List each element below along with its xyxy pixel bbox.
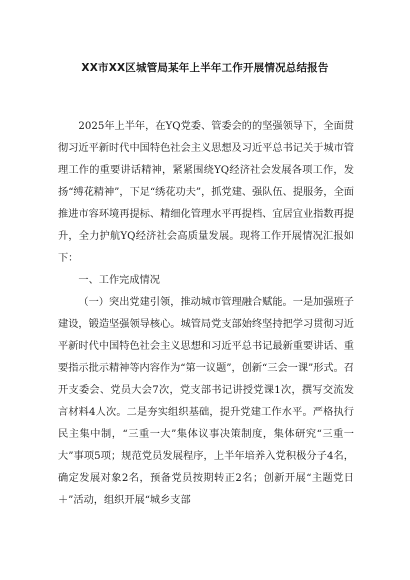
document-title: XX市XX区城管局某年上半年工作开展情况总结报告 — [81, 62, 329, 74]
section-paragraph: （一）突出党建引领，推动城市管理融合赋能。一是加强班子建设，锻造坚强领导核心。城管局党支部始终坚持把学习贯彻习近平新时代中国特色社会主义思想和习近平总书记最新重要讲话、重要指示批示精神等内容作为“第一议题”，创新“三会一课”形式。召开支委会、党员大会7次，党支部书记讲授党课1次，撰写交流发言材料4人次。二是夯实组织基础，提升党建工作水平。严格执行民主集中制，“三重一大”集体议事决策制度，集体研究“三重一大”事项5项；规范党员发展程序，上半年培养入党积极分子4名，确定发展对象2名，预备党员按期转正2名；创新开展“主题党日＋”活动，组织开展“城乡支部 — [58, 297, 354, 506]
section-heading: 一、工作完成情况 — [78, 275, 160, 286]
intro-paragraph: 2025年上半年，在YQ党委、管委会的的坚强领导下，全面贯彻习近平新时代中国特色社会主义思想及习近平总书记关于城市管理工作的重要讲话精神，紧紧围绕YQ经济社会发展各项工作，发扬“缚花精神”，下足“绣花功夫”，抓党建、强队伍、提服务，全面推进市容环境再提标、精细化管理水平再提档、宜居宜业指数再提升，全力护航YQ经济社会高质量发展。现将工作开展情况汇报如下： — [58, 121, 354, 264]
document-body — [58, 116, 354, 512]
